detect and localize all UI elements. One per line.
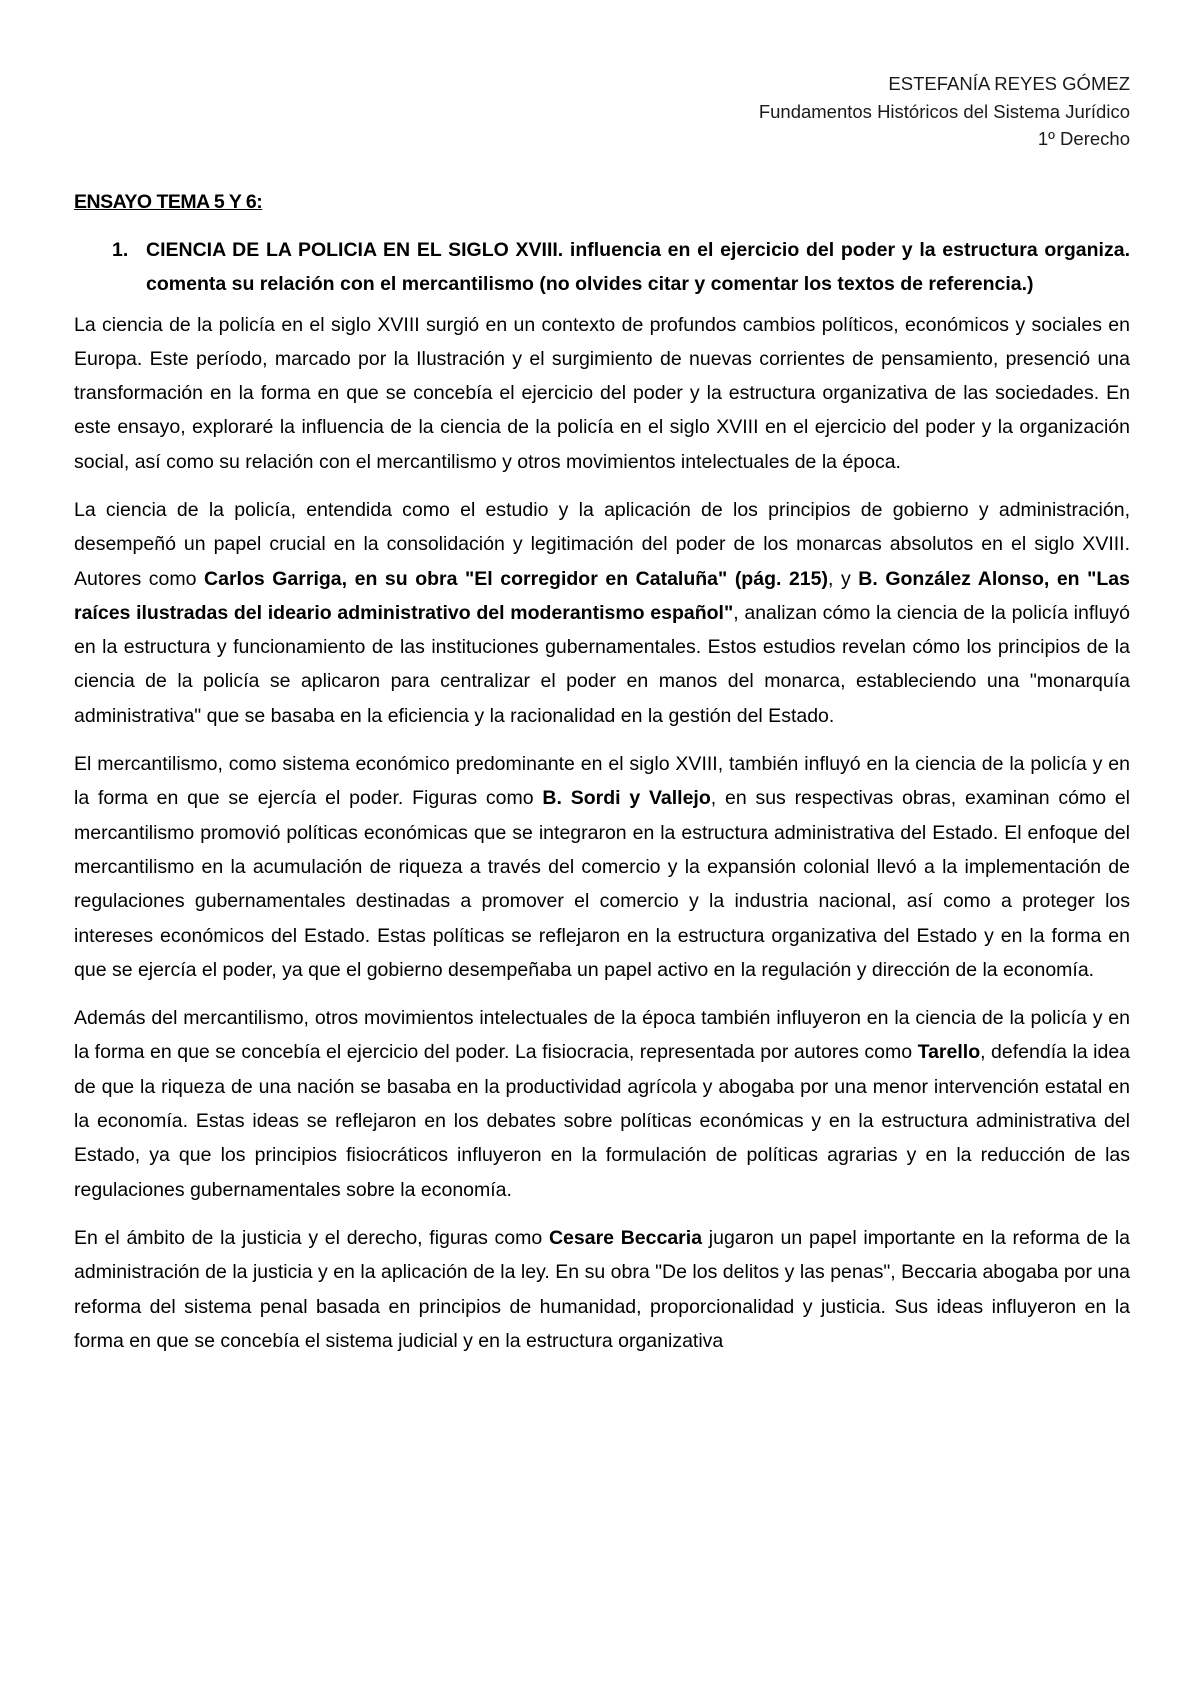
citation-gonzalez-alonso: B. González Alonso, en "Las raíces ilustradas del ideario administrativo del moderantismo español" [74, 567, 1130, 624]
citation-beccaria: Cesare Beccaria [548, 1226, 703, 1249]
paragraph-text: jugaron un papel importante en la reforma de la administración de la justicia y en la aplicación de la ley. En su obra "De los delitos y las penas", Beccaria abogaba por una reforma del sistema penal basada en principios de humanidad, proporcionalidad y justicia. Sus ideas influyeron en la forma en que se concebía el sistema judicial y en la estructura organizativa [74, 1226, 1130, 1352]
paragraph-text: El mercantilismo, como sistema económico predominante en el siglo XVIII, también influyó en la ciencia de la policía y en la forma en que se ejercía el poder. Figuras como [74, 753, 1130, 810]
question-item [74, 233, 1130, 302]
question-text: CIENCIA DE LA POLICIA EN EL SIGLO XVIII. influencia en el ejercicio del poder y la estructura organiza. comenta su relación con el mercantilismo (no olvides citar y comentar los textos de referencia.) [146, 238, 1130, 295]
paragraph-mercantilismo [74, 747, 1130, 987]
course-name: 1º Derecho [1037, 128, 1130, 149]
paragraph-text: Además del mercantilismo, otros movimientos intelectuales de la época también influyeron en la ciencia de la policía y en la forma en que se concebía el ejercicio del poder. La fisiocracia, representada por autores como [74, 1007, 1130, 1064]
paragraph-text: , y [827, 567, 859, 590]
paragraph-text: La ciencia de la policía, entendida como el estudio y la aplicación de los principios de gobierno y administración, desempeñó un papel crucial en la consolidación y legitimación del poder de los monarcas absolutos en el siglo XVIII. Autores como [74, 498, 1130, 590]
document-header [74, 70, 1130, 153]
paragraph-intro: La ciencia de la policía en el siglo XVIII surgió en un contexto de profundos cambios políticos, económicos y sociales en Europa. Este período, marcado por la Ilustración y el surgimiento de nuevas corrientes de pensamiento, presenció una transformación en la forma en que se concebía el ejercicio del poder y la estructura organizativa de las sociedades. En este ensayo, exploraré la influencia de la ciencia de la policía en el siglo XVIII en el ejercicio del poder y la organización social, así como su relación con el mercantilismo y otros movimientos intelectuales de la época. [74, 313, 1130, 473]
author-name: ESTEFANÍA REYES GÓMEZ [888, 73, 1130, 94]
paragraph-justicia [74, 1221, 1130, 1358]
paragraph-ciencia-policia [74, 493, 1130, 733]
citation-sordi-vallejo: B. Sordi y Vallejo [542, 787, 711, 810]
paragraph-text: En el ámbito de la justicia y el derecho, figuras como [74, 1226, 549, 1249]
paragraph-text: , en sus respectivas obras, examinan cómo el mercantilismo promovió políticas económicas que se integraron en la estructura administrativa del Estado. El enfoque del mercantilismo en la acumulación de riqueza a través del comercio y la expansión colonial llevó a la implementación de regulaciones gubernamentales destinadas a promover el comercio y la industria nacional, así como a proteger los intereses económicos del Estado. Estas políticas se reflejaron en la estructura organizativa del Estado y en la forma en que se ejercía el poder, ya que el gobierno desempeñaba un papel activo en la regulación y dirección de la economía. [74, 787, 1131, 981]
citation-tarello: Tarello [917, 1041, 981, 1064]
question-number: 1. [112, 238, 129, 261]
paragraph-text: , defendía la idea de que la riqueza de una nación se basaba en la productividad agrícola y abogaba por una menor intervención estatal en la economía. Estas ideas se reflejaron en los debates sobre políticas económicas y en la estructura administrativa del Estado, ya que los principios fisiocráticos influyeron en la formulación de políticas agrarias y en la reducción de las regulaciones gubernamentales sobre la economía. [74, 1041, 1131, 1201]
citation-garriga: Carlos Garriga, en su obra "El corregidor en Cataluña" (pág. 215) [204, 567, 828, 590]
document-page [74, 70, 1130, 1358]
paragraph-text: , analizan cómo la ciencia de la policía influyó en la estructura y funcionamiento de las instituciones gubernamentales. Estos estudios revelan cómo los principios de la ciencia de la policía se aplicaron para centralizar el poder en manos del monarca, estableciendo una "monarquía administrativa" que se basaba en la eficiencia y la racionalidad en la gestión del Estado. [74, 601, 1131, 727]
paragraph-fisiocracia [74, 1001, 1130, 1207]
essay-title: ENSAYO TEMA 5 Y 6: [74, 190, 263, 213]
subject-name: Fundamentos Históricos del Sistema Jurídico [758, 100, 1130, 122]
